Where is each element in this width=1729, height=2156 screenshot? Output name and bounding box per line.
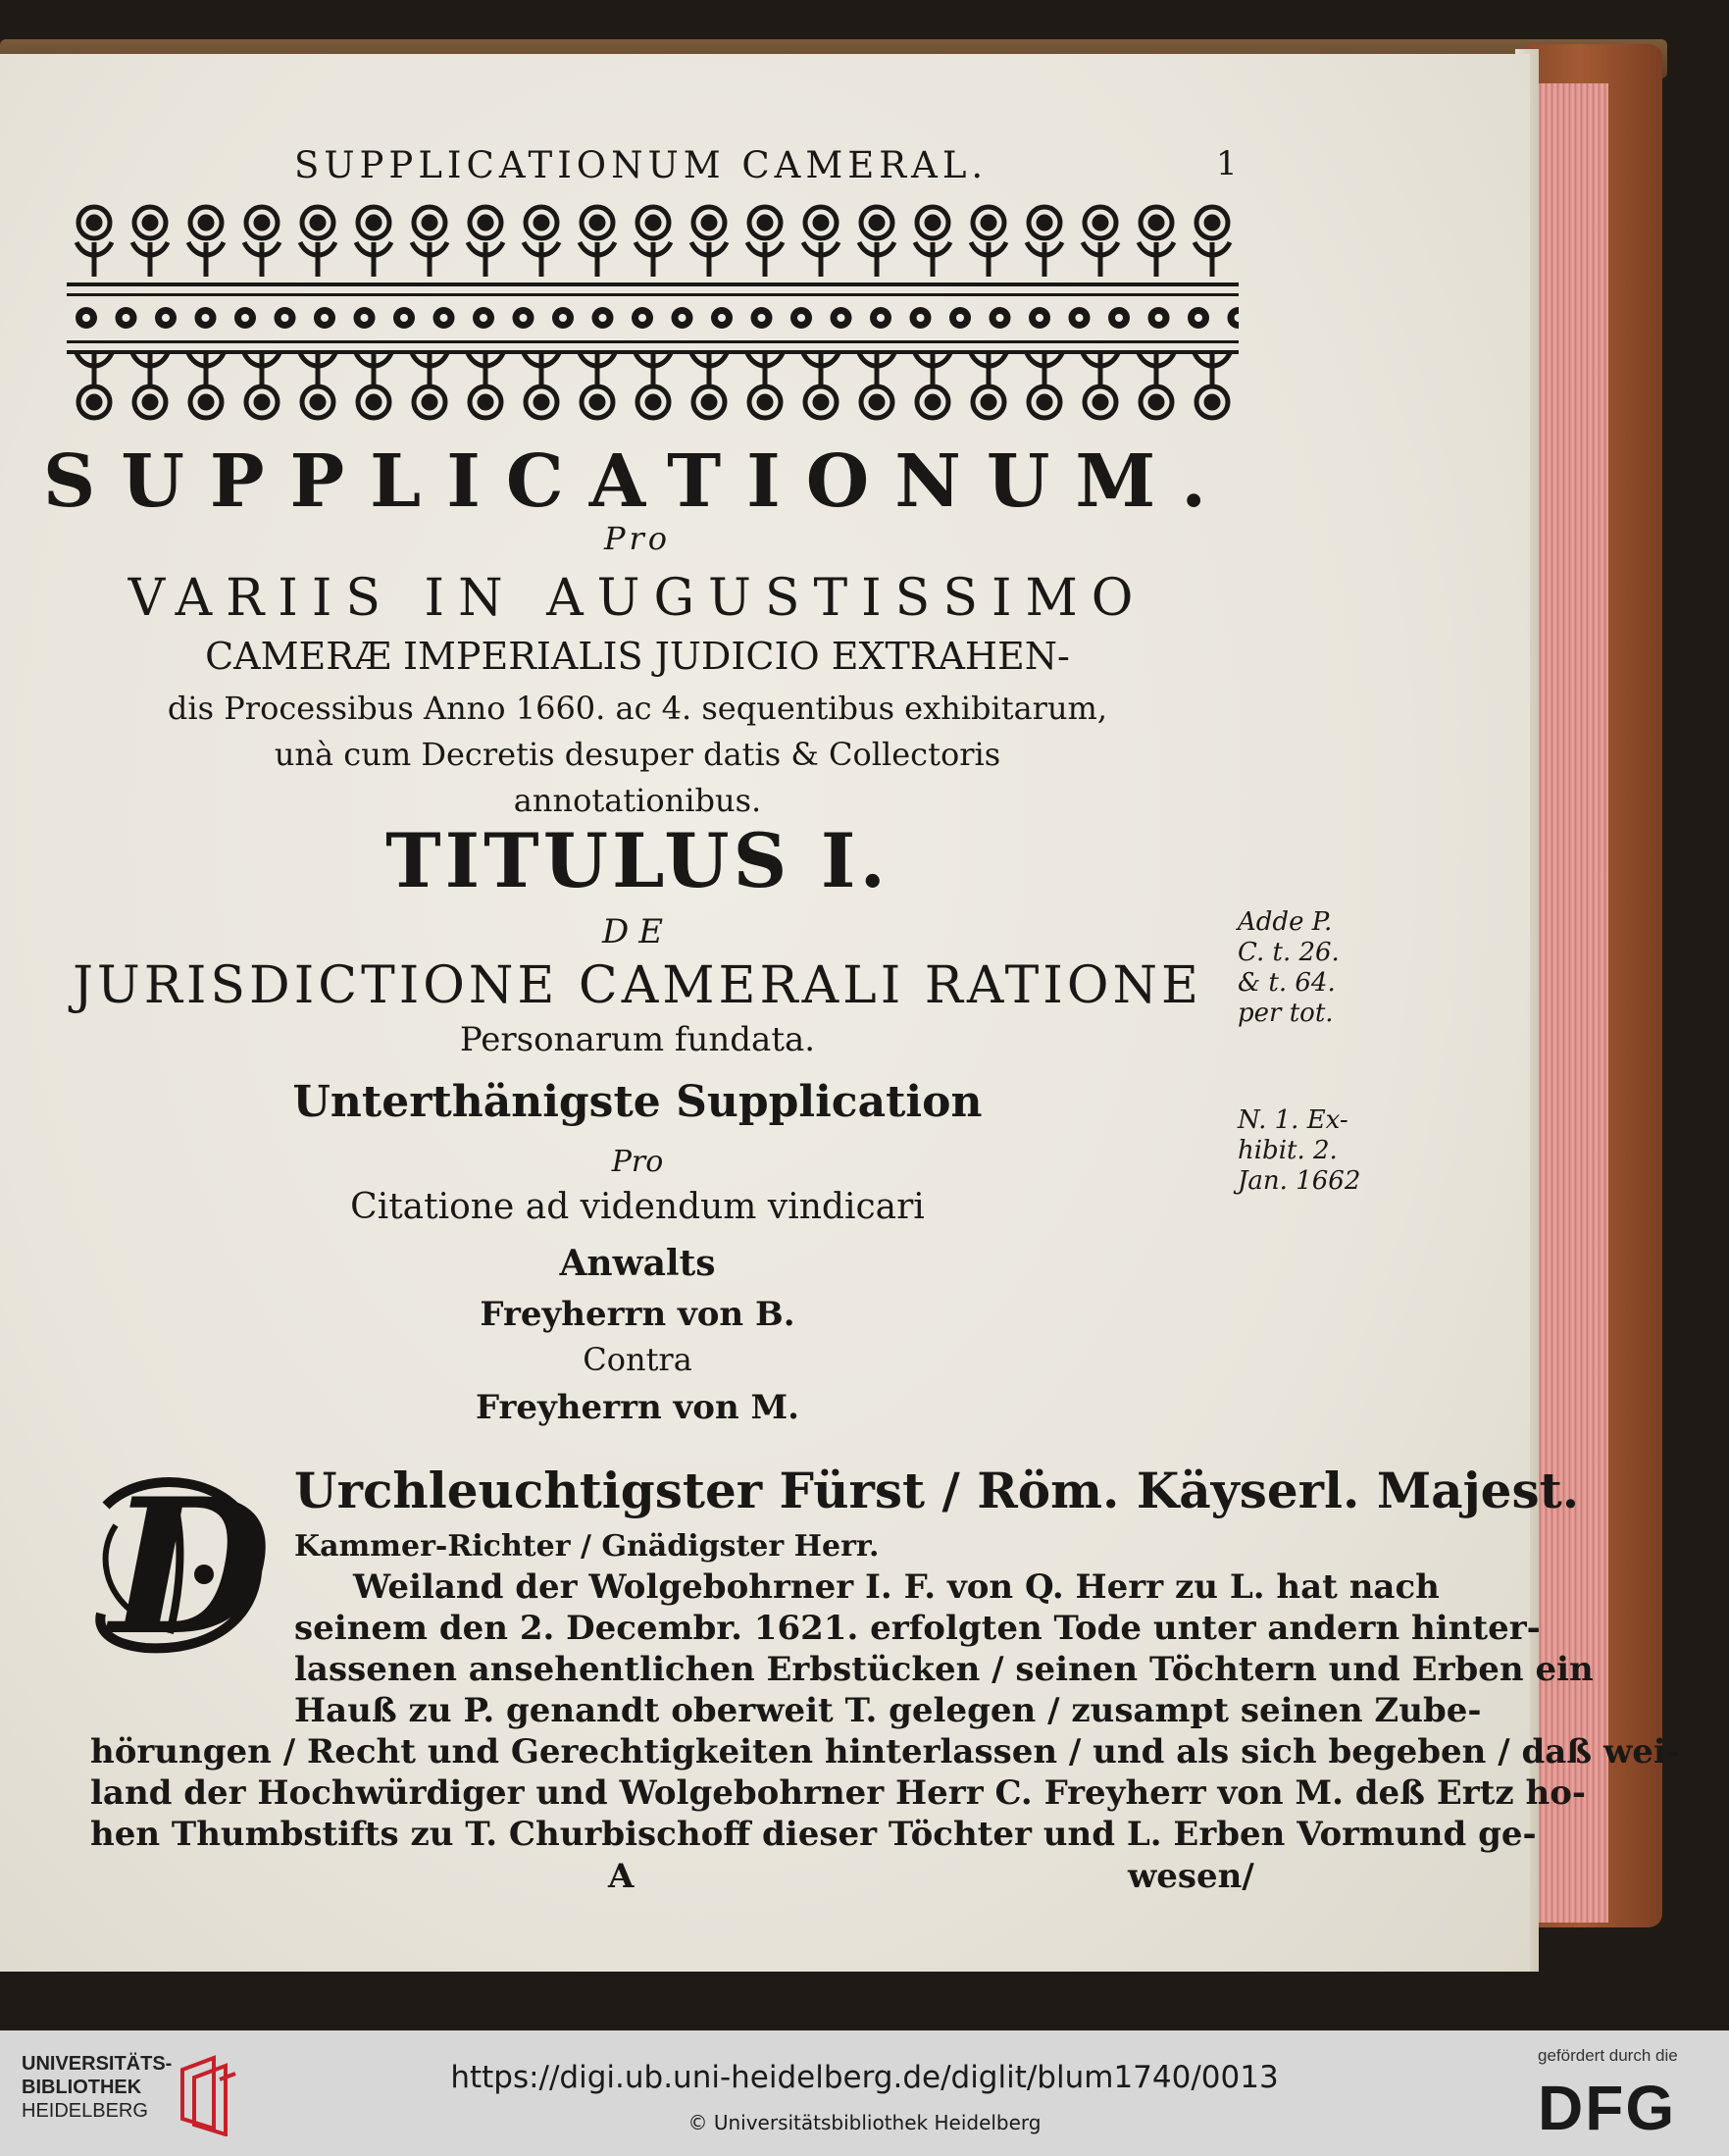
contra-label: Contra — [583, 1341, 692, 1378]
flower-ornament-icon — [747, 353, 783, 418]
catchword: wesen/ — [1128, 1857, 1254, 1896]
rosette-icon — [393, 307, 415, 329]
rosette-ornament-band — [67, 291, 1239, 346]
flower-ornament-icon — [636, 207, 671, 277]
body-line: land der Hochwürdiger und Wolgebohrner Herr C. Freyherr von M. deß Ertz ho- — [90, 1773, 1587, 1813]
flower-ornament-icon — [300, 207, 335, 277]
body-line: Urchleuchtigster Fürst / Röm. Käyserl. Majest. — [294, 1462, 1580, 1519]
rosette-icon — [552, 307, 574, 329]
flower-ornament-icon — [468, 353, 503, 418]
flower-ornament-icon — [915, 207, 950, 277]
rosette-icon — [711, 307, 733, 329]
flower-ornament-icon — [1027, 353, 1062, 418]
flower-ornament-icon — [803, 207, 839, 277]
initial-letter: D — [110, 1458, 272, 1676]
rosette-icon — [1069, 307, 1091, 329]
rosette-icon — [1108, 307, 1130, 329]
party-plaintiff: Freyherrn von B. — [480, 1295, 795, 1334]
rosette-icon — [632, 307, 653, 329]
subtitle-line: VARIIS IN AUGUSTISSIMO — [127, 569, 1147, 628]
flower-ornament-icon — [1027, 207, 1062, 277]
rosette-icon — [275, 307, 296, 329]
body-line: Hauß zu P. genandt oberweit T. gelegen / zusampt seinen Zube- — [294, 1691, 1482, 1730]
rosette-icon — [155, 307, 177, 329]
body-line: seinem den 2. Decembr. 1621. erfolgten Tode unter andern hinter- — [294, 1609, 1541, 1648]
body-line: lassenen ansehentlichen Erbstücken / seinen Töchtern und Erben ein — [294, 1650, 1594, 1689]
rosette-icon — [790, 307, 812, 329]
rosette-icon — [314, 307, 335, 329]
library-logo[interactable]: UNIVERSITÄTS- BIBLIOTHEK HEIDELBERG — [22, 2053, 173, 2122]
flower-ornament-icon — [971, 207, 1006, 277]
copyright-notice: © Universitätsbibliothek Heidelberg — [687, 2111, 1042, 2134]
flower-ornament-icon — [524, 353, 559, 418]
flower-ornament-icon — [859, 207, 894, 277]
margin-note: Adde P. C. t. 26. & t. 64. per tot. — [1238, 907, 1340, 1028]
flower-ornament-icon — [132, 353, 168, 418]
section-subheading-2: Personarum fundata. — [459, 1020, 816, 1059]
flower-ornament-icon — [76, 353, 112, 418]
subtitle-line: annotationibus. — [513, 782, 762, 819]
rosette-icon — [354, 307, 376, 329]
flower-ornament-icon — [468, 207, 503, 277]
flower-ornament-icon — [356, 207, 391, 277]
flower-ornament-icon — [859, 353, 894, 418]
flower-ornament-icon — [1139, 207, 1174, 277]
document-heading: Unterthänigste Supplication — [292, 1077, 983, 1127]
running-head: SUPPLICATIONUM CAMERAL. — [294, 144, 989, 186]
viewer-footer — [0, 2030, 1729, 2156]
rosette-icon — [473, 307, 494, 329]
rosette-icon — [195, 307, 217, 329]
flower-ornament-icon — [300, 353, 335, 418]
main-title: SUPPLICATIONUM. — [42, 439, 1233, 524]
page-number: 1 — [1216, 144, 1238, 183]
flower-ornament-icon — [1195, 353, 1230, 418]
rosette-icon — [513, 307, 534, 329]
flower-ornament-icon — [524, 207, 559, 277]
flower-ornament-icon — [691, 353, 727, 418]
flower-ornament-icon — [244, 207, 280, 277]
rosette-icon — [76, 307, 97, 329]
flower-ornament-icon — [747, 207, 783, 277]
pro-label: Pro — [603, 520, 672, 557]
dfg-logo[interactable]: DFG — [1538, 2073, 1677, 2143]
rosette-icon — [672, 307, 693, 329]
flower-ornament-icon — [188, 353, 224, 418]
flower-ornament-icon — [188, 207, 224, 277]
funding-label: gefördert durch die — [1538, 2046, 1678, 2065]
de-label: DE — [601, 912, 674, 951]
flower-ornament-band-top — [67, 198, 1239, 288]
rosette-icon — [990, 307, 1011, 329]
section-heading: TITULUS I. — [385, 817, 890, 904]
flower-ornament-icon — [412, 207, 447, 277]
rosette-icon — [592, 307, 614, 329]
flower-ornament-icon — [132, 207, 168, 277]
subtitle-line: CAMERÆ IMPERIALIS JUDICIO EXTRAHEN- — [205, 635, 1070, 678]
permalink-url[interactable]: https://digi.ub.uni-heidelberg.de/diglit/blum1740/0013 — [450, 2060, 1279, 2095]
rosette-icon — [831, 307, 852, 329]
flower-ornament-icon — [356, 353, 391, 418]
rosette-icon — [433, 307, 455, 329]
flower-ornament-icon — [803, 353, 839, 418]
body-line: Kammer-Richter / Gnädigster Herr. — [294, 1529, 880, 1564]
flower-ornament-icon — [244, 353, 280, 418]
decorated-initial — [86, 1458, 273, 1676]
flower-ornament-band-bottom — [67, 348, 1239, 438]
rosette-icon — [870, 307, 891, 329]
body-line: Weiland der Wolgebohrner I. F. von Q. Herr zu L. hat nach — [353, 1567, 1440, 1607]
party-defendant: Freyherrn von M. — [475, 1388, 800, 1427]
flower-ornament-icon — [915, 353, 950, 418]
page-edges — [1535, 83, 1608, 1923]
flower-ornament-icon — [691, 207, 727, 277]
section-subheading: JURISDICTIONE CAMERALI RATIONE — [73, 956, 1202, 1015]
flower-ornament-icon — [1195, 207, 1230, 277]
flower-ornament-icon — [636, 353, 671, 418]
flower-ornament-icon — [1139, 353, 1174, 418]
rosette-icon — [1029, 307, 1050, 329]
margin-note: N. 1. Ex- hibit. 2. Jan. 1662 — [1238, 1105, 1361, 1196]
rosette-icon — [949, 307, 971, 329]
flower-ornament-icon — [412, 353, 447, 418]
flower-ornament-icon — [580, 353, 615, 418]
flower-ornament-icon — [76, 207, 112, 277]
rosette-icon — [1148, 307, 1170, 329]
rosette-icon — [234, 307, 256, 329]
rosette-icon — [751, 307, 773, 329]
body-line: hörungen / Recht und Gerechtigkeiten hinterlassen / und als sich begeben / daß wei- — [90, 1732, 1680, 1771]
pro-label: Pro — [611, 1145, 664, 1179]
party-label: Anwalts — [559, 1243, 716, 1284]
flower-ornament-icon — [1083, 207, 1118, 277]
rosette-icon — [910, 307, 932, 329]
flower-ornament-icon — [1083, 353, 1118, 418]
flower-ornament-icon — [971, 353, 1006, 418]
flower-ornament-icon — [580, 207, 615, 277]
subtitle-line: unà cum Decretis desuper datis & Collectoris — [274, 736, 1001, 773]
rosette-icon — [1188, 307, 1209, 329]
rosette-icon — [116, 307, 137, 329]
subtitle-line: dis Processibus Anno 1660. ac 4. sequentibus exhibitarum, — [167, 690, 1108, 727]
document-subject: Citatione ad videndum vindicari — [350, 1187, 925, 1227]
book-page — [0, 54, 1680, 1972]
body-line: hen Thumbstifts zu T. Churbischoff dieser Töchter und L. Erben Vormund ge- — [90, 1815, 1537, 1854]
rosette-icon — [1228, 307, 1240, 329]
signature-mark: A — [608, 1857, 635, 1896]
